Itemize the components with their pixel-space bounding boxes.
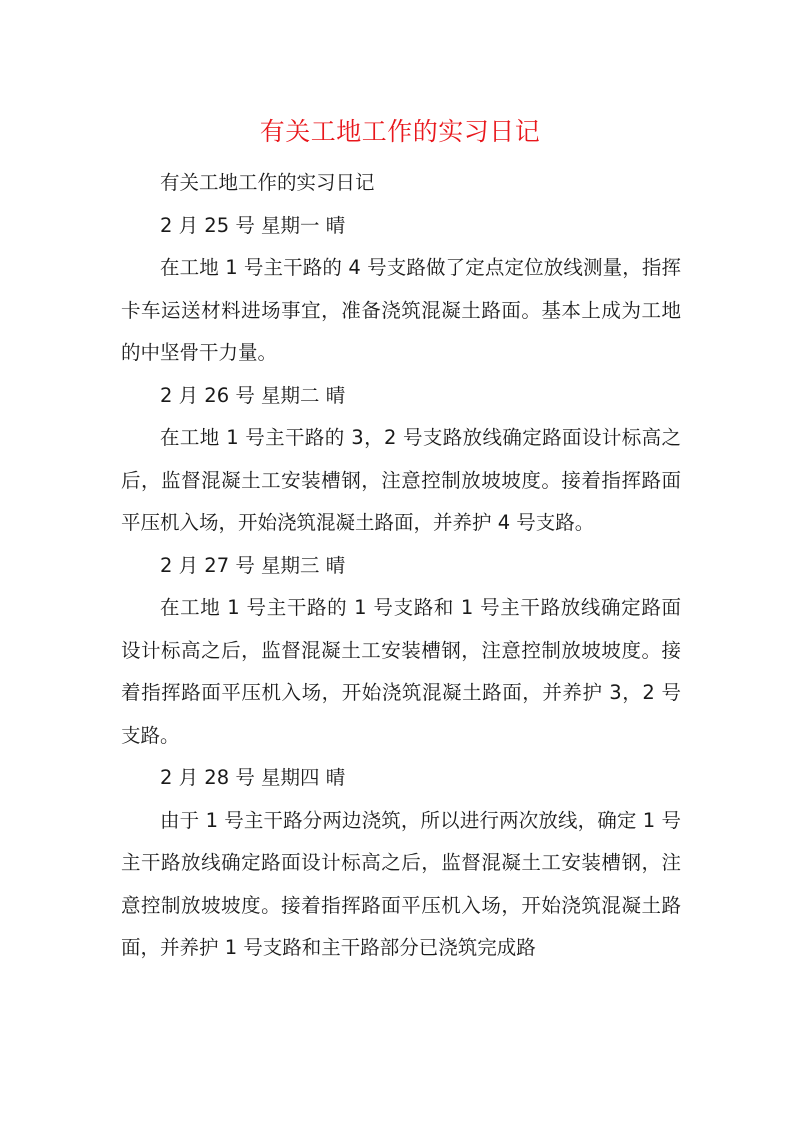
diary-date-0226: 2 月 26 号 星期二 晴 bbox=[160, 383, 346, 407]
diary-date-0227: 2 月 27 号 星期三 晴 bbox=[160, 553, 346, 577]
diary-entry-0227: 在工地 1 号主干路的 1 号支路和 1 号主干路放线确定路面设计标高之后，监督混凝土工安装槽钢，注意控制放坡坡度。接着指挥路面平压机入场，开始浇筑混凝土路面，并养护 3，2 号支路。 bbox=[121, 596, 681, 747]
document-body bbox=[121, 162, 681, 970]
diary-entry-0225: 在工地 1 号主干路的 4 号支路做了定点定位放线测量，指挥卡车运送材料进场事宜，准备浇筑混凝土路面。基本上成为工地的中坚骨干力量。 bbox=[121, 256, 681, 364]
diary-date-0225: 2 月 25 号 星期一 晴 bbox=[160, 213, 346, 237]
document-title: 有关工地工作的实习日记 bbox=[259, 117, 541, 146]
diary-entry-0226: 在工地 1 号主干路的 3，2 号支路放线确定路面设计标高之后，监督混凝土工安装槽钢，注意控制放坡坡度。接着指挥路面平压机入场，开始浇筑混凝土路面，并养护 4 号支路。 bbox=[121, 426, 681, 534]
diary-date-0228: 2 月 28 号 星期四 晴 bbox=[160, 766, 346, 789]
subtitle-paragraph: 有关工地工作的实习日记 bbox=[160, 171, 375, 194]
diary-entry-0228: 由于 1 号主干路分两边浇筑，所以进行两次放线，确定 1 号主干路放线确定路面设计标高之后，监督混凝土工安装槽钢，注意控制放坡坡度。接着指挥路面平压机入场，开始浇筑混凝土路面，并养护 1 号支路和主干路部分已浇筑完成路 bbox=[121, 808, 681, 959]
